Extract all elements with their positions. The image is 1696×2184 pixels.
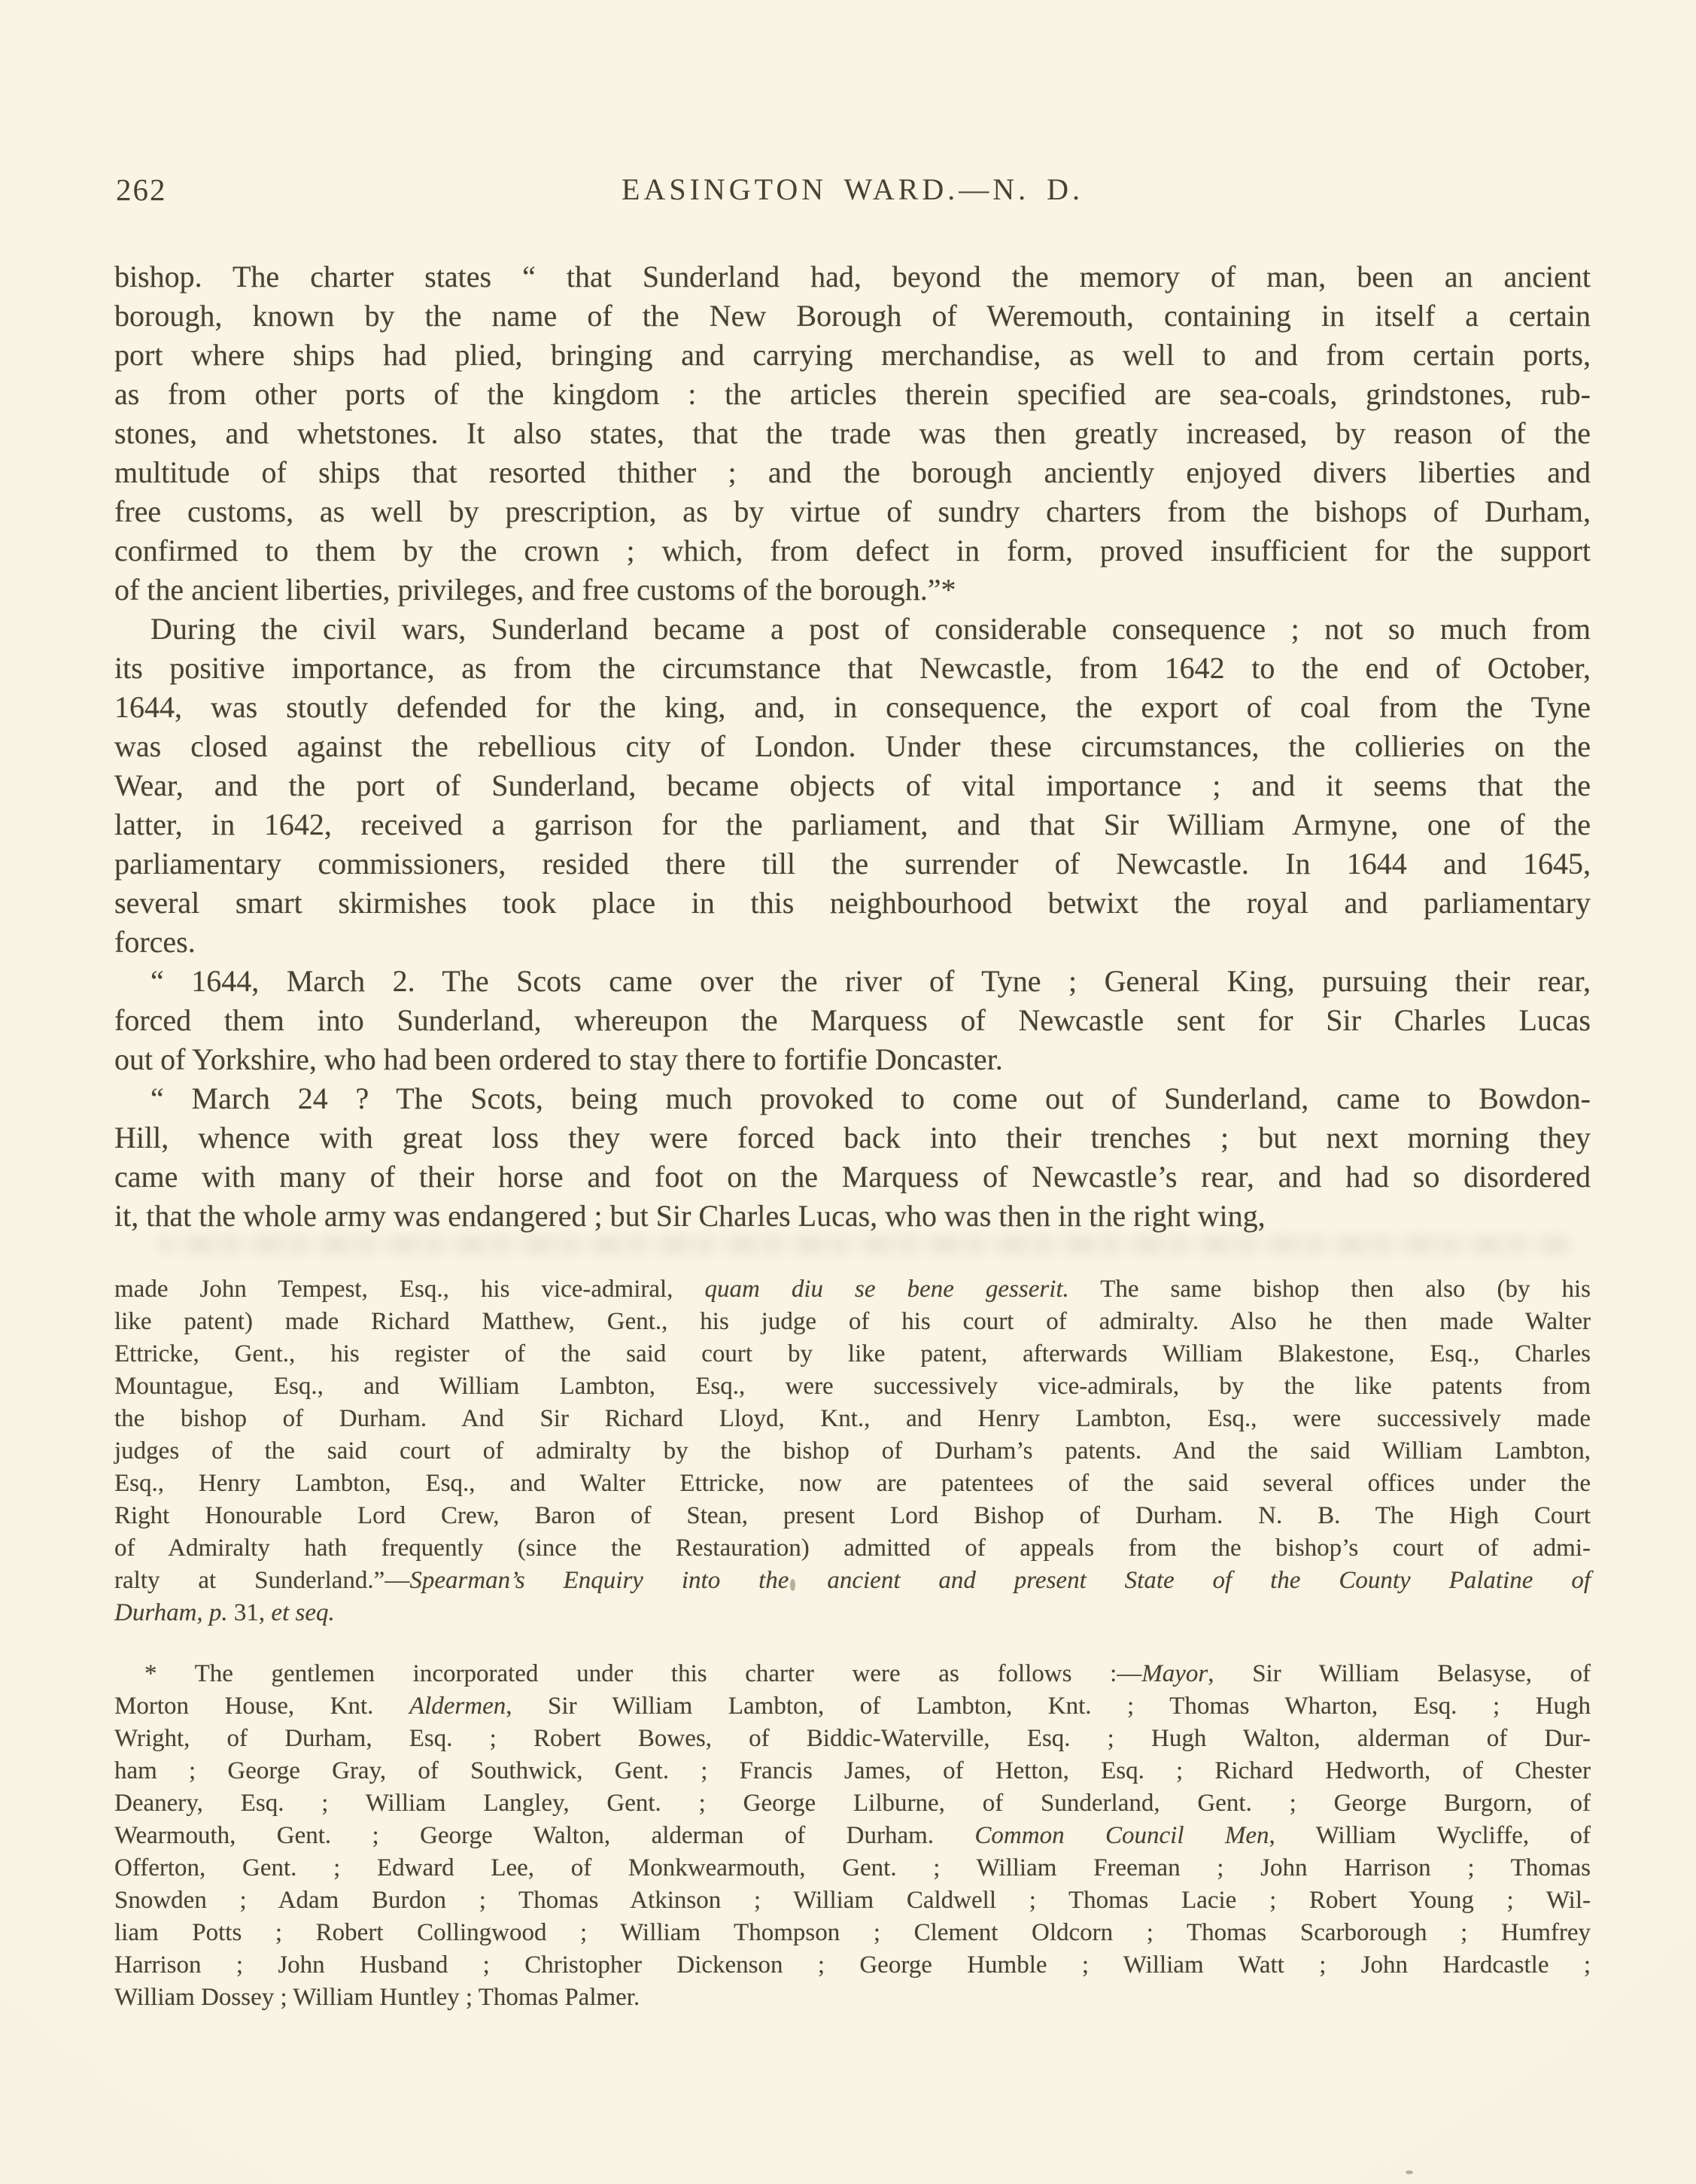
paper-speck	[1406, 2170, 1413, 2174]
roman-text: made John Tempest, Esq., his vice-admiral,	[114, 1276, 705, 1303]
roman-text: Harrison ; John Husband ; Christopher Dickenson ; George Humble ; William Watt ; John Hardcastle ;	[114, 1951, 1591, 1979]
text-line	[114, 1949, 1591, 1982]
roman-text: parliamentary commissioners, resided there till the surrender of Newcastle. In 1644 and 1645,	[114, 847, 1591, 881]
roman-text: “ 1644, March 2. The Scots came over the river of Tyne ; General King, pursuing their rear,	[150, 964, 1591, 998]
roman-text: stones, and whetstones. It also states, that the trade was then greatly increased, by reason of the	[114, 416, 1591, 450]
roman-text: several smart skirmishes took place in this neighbourhood betwixt the royal and parliamentary	[114, 886, 1591, 920]
text-line	[114, 375, 1591, 414]
text-line	[114, 1079, 1591, 1118]
text-line	[114, 297, 1591, 336]
roman-text: latter, in 1642, received a garrison for the parliament, and that Sir William Armyne, one of the	[114, 808, 1591, 841]
text-line	[114, 766, 1591, 805]
text-line	[114, 1787, 1591, 1820]
text-line	[114, 1468, 1591, 1500]
text-line	[114, 453, 1591, 492]
roman-text: Wear, and the port of Sunderland, became objects of vital importance ; and it seems that the	[114, 768, 1591, 802]
body-text	[114, 257, 1591, 1236]
roman-text: Ettricke, Gent., his register of the said court by like patent, afterwards William Blakestone, Esq., Charles	[114, 1340, 1591, 1367]
roman-text: ham ; George Gray, of Southwick, Gent. ; Francis James, of Hetton, Esq. ; Richard Hedworth, of Chester	[114, 1757, 1591, 1784]
italic-text: Spearman’s Enquiry into the ancient and present State of the County Palatine of	[409, 1567, 1591, 1594]
text-line	[114, 1370, 1591, 1403]
text-line	[114, 1852, 1591, 1884]
footnote-section	[114, 1273, 1591, 2014]
roman-text: “ March 24 ? The Scots, being much provoked to come out of Sunderland, came to Bowdon-	[150, 1081, 1591, 1115]
roman-text: , William Wycliffe, of	[1269, 1822, 1591, 1849]
text-line	[114, 570, 1591, 610]
roman-text: Wearmouth, Gent. ; George Walton, alderman of Durham.	[114, 1822, 975, 1849]
text-line	[114, 531, 1591, 570]
text-line	[114, 257, 1591, 297]
text-line	[114, 1197, 1591, 1236]
text-line	[114, 962, 1591, 1001]
roman-text: The same bishop then also (by his	[1068, 1276, 1591, 1303]
text-column	[114, 172, 1591, 2014]
body-paragraph	[114, 1079, 1591, 1236]
text-line	[114, 1565, 1591, 1597]
roman-text: multitude of ships that resorted thither ; and the borough anciently enjoyed divers liberties and	[114, 455, 1591, 489]
roman-text: judges of the said court of admiralty by the bishop of Durham’s patents. And the said William Lambton,	[114, 1437, 1591, 1465]
roman-text: Esq., Henry Lambton, Esq., and Walter Ettricke, now are patentees of the said several offices under the	[114, 1470, 1591, 1497]
text-line	[114, 1532, 1591, 1565]
roman-text: was closed against the rebellious city of London. Under these circumstances, the collieries on the	[114, 729, 1591, 763]
italic-text: Durham, p.	[114, 1599, 228, 1626]
italic-text: Common Council Men	[974, 1822, 1269, 1849]
italic-text: et seq.	[271, 1599, 335, 1626]
roman-text: , Sir William Lambton, of Lambton, Knt. ; Thomas Wharton, Esq. ; Hugh	[506, 1693, 1591, 1720]
text-line	[114, 1690, 1591, 1723]
roman-text: Snowden ; Adam Burdon ; Thomas Atkinson ; William Caldwell ; Thomas Lacie ; Robert Young ; Wil-	[114, 1887, 1591, 1914]
text-line	[114, 688, 1591, 727]
roman-text: Offerton, Gent. ; Edward Lee, of Monkwearmouth, Gent. ; William Freeman ; John Harrison ; Thomas	[114, 1854, 1591, 1881]
text-line	[114, 1917, 1591, 1949]
italic-text: quam diu se bene gesserit.	[704, 1276, 1069, 1303]
running-title: EASINGTON WARD.—N. D.	[622, 172, 1084, 206]
roman-text: forces.	[114, 925, 196, 959]
roman-text: confirmed to them by the crown ; which, from defect in form, proved insufficient for the support	[114, 534, 1591, 567]
text-line	[114, 414, 1591, 453]
text-line	[114, 1403, 1591, 1435]
roman-text: ralty at Sunderland.”—	[114, 1567, 410, 1594]
page-header	[114, 172, 1591, 211]
text-line	[114, 1338, 1591, 1370]
text-line	[114, 1658, 1591, 1690]
text-line	[114, 844, 1591, 884]
footnote-paragraph	[114, 1273, 1591, 1629]
body-paragraph	[114, 610, 1591, 962]
text-line	[114, 1723, 1591, 1755]
roman-text: as from other ports of the kingdom : the articles therein specified are sea-coals, grindstones, rub-	[114, 377, 1591, 411]
roman-text: liam Potts ; Robert Collingwood ; William Thompson ; Clement Oldcorn ; Thomas Scarborough ; Humfrey	[114, 1919, 1591, 1946]
italic-text: Mayor	[1141, 1660, 1208, 1687]
text-line	[114, 1597, 1591, 1629]
roman-text: Wright, of Durham, Esq. ; Robert Bowes, of Biddic-Waterville, Esq. ; Hugh Walton, alderman of Dur-	[114, 1725, 1591, 1752]
text-line	[114, 1435, 1591, 1468]
roman-text: , Sir William Belasyse, of	[1208, 1660, 1591, 1687]
text-line	[114, 884, 1591, 923]
roman-text: During the civil wars, Sunderland became a post of considerable consequence ; not so much from	[150, 612, 1591, 646]
roman-text: Right Honourable Lord Crew, Baron of Stean, present Lord Bishop of Durham. N. B. The High Court	[114, 1502, 1591, 1529]
roman-text: came with many of their horse and foot on the Marquess of Newcastle’s rear, and had so disordered	[114, 1160, 1591, 1194]
text-line	[114, 1884, 1591, 1917]
text-line	[114, 727, 1591, 766]
text-line	[114, 1500, 1591, 1532]
roman-text: free customs, as well by prescription, as by virtue of sundry charters from the bishops of Durham,	[114, 494, 1591, 528]
text-line	[114, 1157, 1591, 1197]
text-line	[114, 492, 1591, 531]
roman-text: 31,	[227, 1599, 272, 1626]
roman-text: * The gentlemen incorporated under this charter were as follows :—	[144, 1660, 1142, 1687]
text-line	[114, 336, 1591, 375]
roman-text: Mountague, Esq., and William Lambton, Esq., were successively vice-admirals, by the like patents from	[114, 1373, 1591, 1400]
roman-text: Morton House, Knt.	[114, 1693, 409, 1720]
text-line	[114, 649, 1591, 688]
roman-text: 1644, was stoutly defended for the king, and, in consequence, the export of coal from the Tyne	[114, 690, 1591, 724]
roman-text: of Admiralty hath frequently (since the Restauration) admitted of appeals from the bishop’s court of admi-	[114, 1535, 1591, 1562]
roman-text: like patent) made Richard Matthew, Gent., his judge of his court of admiralty. Also he then made Walter	[114, 1308, 1591, 1335]
text-line	[114, 1755, 1591, 1787]
roman-text: borough, known by the name of the New Borough of Weremouth, containing in itself a certain	[114, 299, 1591, 333]
footnote-paragraph	[114, 1658, 1591, 2014]
roman-text: port where ships had plied, bringing and carrying merchandise, as well to and from certain ports,	[114, 338, 1591, 372]
italic-text: Aldermen	[409, 1693, 506, 1720]
body-paragraph	[114, 962, 1591, 1079]
text-line	[114, 1118, 1591, 1157]
text-line	[114, 1001, 1591, 1040]
roman-text: forced them into Sunderland, whereupon the Marquess of Newcastle sent for Sir Charles Lucas	[114, 1003, 1591, 1037]
page-number: 262	[116, 172, 167, 207]
text-line	[114, 923, 1591, 962]
roman-text: the bishop of Durham. And Sir Richard Lloyd, Knt., and Henry Lambton, Esq., were successively made	[114, 1405, 1591, 1432]
text-line	[114, 1982, 1591, 2014]
text-line	[114, 1306, 1591, 1338]
roman-text: Hill, whence with great loss they were forced back into their trenches ; but next morning they	[114, 1121, 1591, 1154]
roman-text: of the ancient liberties, privileges, and free customs of the borough.”*	[114, 573, 956, 607]
roman-text: its positive importance, as from the circumstance that Newcastle, from 1642 to the end of October,	[114, 651, 1591, 685]
roman-text: bishop. The charter states “ that Sunderland had, beyond the memory of man, been an ancient	[114, 260, 1591, 294]
roman-text: Deanery, Esq. ; William Langley, Gent. ; George Lilburne, of Sunderland, Gent. ; George Burgorn, of	[114, 1790, 1591, 1817]
text-line	[114, 1820, 1591, 1852]
body-paragraph	[114, 257, 1591, 610]
roman-text: it, that the whole army was endangered ; but Sir Charles Lucas, who was then in the right wing,	[114, 1199, 1266, 1233]
text-line	[114, 1040, 1591, 1079]
roman-text: William Dossey ; William Huntley ; Thomas Palmer.	[114, 1984, 640, 2011]
text-line	[114, 610, 1591, 649]
text-line	[114, 805, 1591, 844]
text-line	[114, 1273, 1591, 1306]
roman-text: out of Yorkshire, who had been ordered to stay there to fortifie Doncaster.	[114, 1042, 1003, 1076]
